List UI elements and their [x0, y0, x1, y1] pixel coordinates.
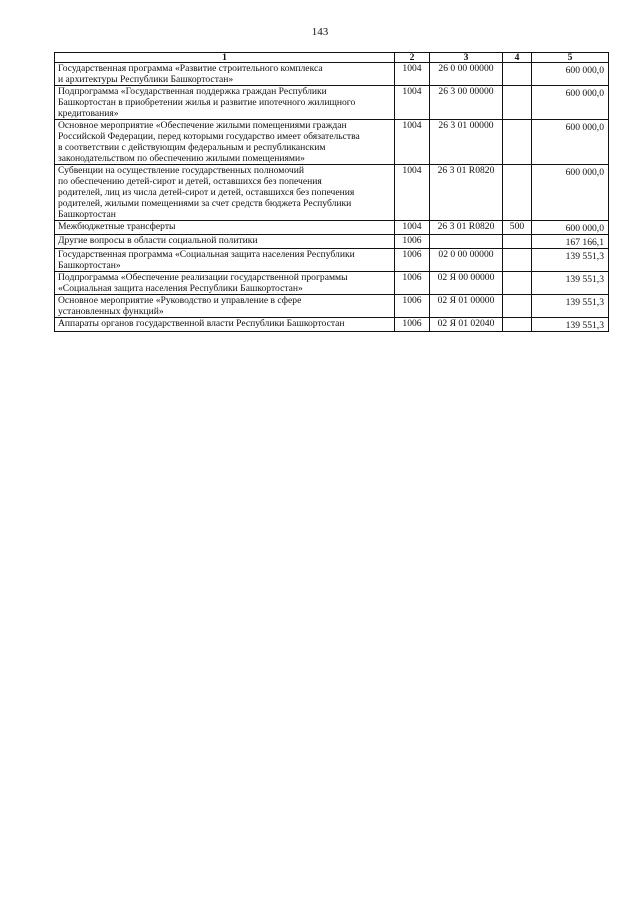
row-amount: 139 551,3: [532, 295, 609, 318]
row-amount: 600 000,0: [532, 63, 609, 86]
row-code: 1006: [395, 272, 430, 295]
row-name: Государственная программа «Развитие строительного комплекса и архитектуры Республики Башкортостан»: [55, 63, 395, 86]
row-target: 26 3 00 00000: [430, 86, 503, 120]
row-amount: 139 551,3: [532, 272, 609, 295]
table-row: [55, 249, 609, 272]
table-row: [55, 295, 609, 318]
header-row: [55, 53, 609, 63]
row-target: [430, 235, 503, 249]
row-code: 1004: [395, 165, 430, 221]
row-target: 26 0 00 00000: [430, 63, 503, 86]
table-header: [55, 53, 609, 63]
header-col-1: 1: [55, 53, 395, 63]
header-col-4: 4: [503, 53, 532, 63]
row-target: 26 3 01 R0820: [430, 165, 503, 221]
row-name: Основное мероприятие «Обеспечение жилыми помещениями граждан Российской Федерации, перед которыми государство имеет обязательства в соответствии с действующим федеральным и республиканским законодательством по обеспечению жилыми помещениями»: [55, 120, 395, 165]
row-amount: 600 000,0: [532, 86, 609, 120]
page-number: 143: [311, 26, 329, 38]
row-type: [503, 295, 532, 318]
row-type: [503, 165, 532, 221]
row-type: [503, 318, 532, 332]
row-amount: 167 166,1: [532, 235, 609, 249]
row-code: 1004: [395, 120, 430, 165]
row-type: [503, 86, 532, 120]
row-amount: 139 551,3: [532, 318, 609, 332]
table-row: [55, 120, 609, 165]
row-name: Аппараты органов государственной власти Республики Башкортостан: [55, 318, 395, 332]
table-row: [55, 235, 609, 249]
row-name: Субвенции на осуществление государственных полномочий по обеспечению детей-сирот и детей, оставшихся без попечения родителей, лиц из числа детей-сирот и детей, оставшихся без попечения родителей, жилыми помещениями за счет средств бюджета Республики Башкортостан: [55, 165, 395, 221]
row-code: 1006: [395, 249, 430, 272]
row-name: Подпрограмма «Обеспечение реализации государственной программы «Социальная защита населения Республики Башкортостан»: [55, 272, 395, 295]
row-target: 02 Я 01 02040: [430, 318, 503, 332]
row-code: 1006: [395, 318, 430, 332]
row-target: 02 Я 00 00000: [430, 272, 503, 295]
table-row: [55, 165, 609, 221]
row-type: [503, 63, 532, 86]
row-type: 500: [503, 221, 532, 235]
row-amount: 600 000,0: [532, 221, 609, 235]
row-code: 1004: [395, 86, 430, 120]
row-code: 1004: [395, 221, 430, 235]
row-type: [503, 120, 532, 165]
row-name: Государственная программа «Социальная защита населения Республики Башкортостан»: [55, 249, 395, 272]
row-amount: 600 000,0: [532, 165, 609, 221]
row-name: Межбюджетные трансферты: [55, 221, 395, 235]
row-code: 1006: [395, 295, 430, 318]
header-col-3: 3: [430, 53, 503, 63]
row-type: [503, 249, 532, 272]
row-code: 1006: [395, 235, 430, 249]
header-col-5: 5: [532, 53, 609, 63]
table-row: [55, 86, 609, 120]
row-code: 1004: [395, 63, 430, 86]
row-type: [503, 272, 532, 295]
row-amount: 139 551,3: [532, 249, 609, 272]
row-name: Другие вопросы в области социальной политики: [55, 235, 395, 249]
row-target: 02 0 00 00000: [430, 249, 503, 272]
budget-table: [54, 52, 609, 332]
table-row: [55, 318, 609, 332]
row-amount: 600 000,0: [532, 120, 609, 165]
row-type: [503, 235, 532, 249]
table-row: [55, 221, 609, 235]
row-target: 26 3 01 R0820: [430, 221, 503, 235]
table-body: [55, 63, 609, 332]
table-row: [55, 272, 609, 295]
header-col-2: 2: [395, 53, 430, 63]
row-name: Основное мероприятие «Руководство и управление в сфере установленных функций»: [55, 295, 395, 318]
row-name: Подпрограмма «Государственная поддержка граждан Республики Башкортостан в приобретении жилья и развитие ипотечного жилищного кредитования»: [55, 86, 395, 120]
table-row: [55, 63, 609, 86]
row-target: 02 Я 01 00000: [430, 295, 503, 318]
row-target: 26 3 01 00000: [430, 120, 503, 165]
